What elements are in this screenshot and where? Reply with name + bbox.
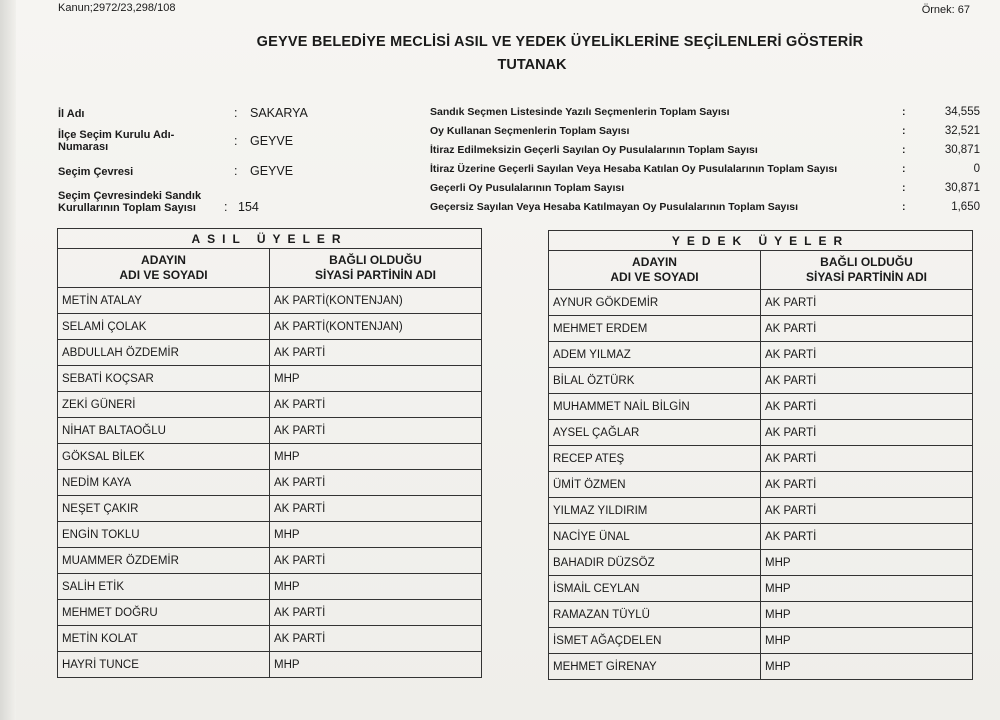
header-line: SİYASİ PARTİNİN ADI — [806, 270, 927, 284]
table-row — [58, 496, 482, 522]
table-row — [549, 394, 973, 420]
candidate-name: NEŞET ÇAKIR — [58, 496, 270, 522]
candidate-name: SALİH ETİK — [58, 574, 270, 600]
party-name: AK PARTİ — [761, 368, 973, 394]
district-colon: : — [234, 134, 238, 148]
table-row — [58, 522, 482, 548]
stat-colon: : — [902, 163, 906, 175]
candidate-name-header — [58, 249, 270, 288]
province-label: İl Adı — [58, 108, 85, 120]
candidate-name: SELAMİ ÇOLAK — [58, 314, 270, 340]
header-line: ADI VE SOYADI — [610, 270, 699, 284]
party-name: AK PARTİ — [270, 600, 482, 626]
candidate-name: YILMAZ YILDIRIM — [549, 498, 761, 524]
party-name: AK PARTİ — [761, 498, 973, 524]
stat-row — [430, 106, 980, 124]
ballot-box-colon: : — [224, 200, 228, 214]
table-row — [58, 548, 482, 574]
stat-row — [430, 125, 980, 143]
vote-statistics — [430, 104, 980, 216]
party-name: AK PARTİ — [270, 548, 482, 574]
table-row — [549, 602, 973, 628]
ballot-box-value: 154 — [238, 200, 259, 214]
table-row — [58, 574, 482, 600]
party-name: AK PARTİ — [761, 394, 973, 420]
candidate-name: RAMAZAN TÜYLÜ — [549, 602, 761, 628]
header-line: ADI VE SOYADI — [119, 268, 208, 282]
party-name: MHP — [270, 444, 482, 470]
primary-members-table — [57, 228, 482, 678]
header-line: ADAYIN — [141, 253, 186, 267]
stat-value: 0 — [973, 163, 980, 175]
stat-row — [430, 182, 980, 200]
table-row — [549, 368, 973, 394]
document-title: GEYVE BELEDİYE MECLİSİ ASIL VE YEDEK ÜYELİKLERİNE SEÇİLENLERİ GÖSTERİR — [256, 34, 864, 50]
party-name: AK PARTİ(KONTENJAN) — [270, 288, 482, 314]
party-name: AK PARTİ — [270, 626, 482, 652]
party-name: MHP — [761, 602, 973, 628]
candidate-name: AYSEL ÇAĞLAR — [549, 420, 761, 446]
table-row — [549, 420, 973, 446]
stat-colon: : — [902, 182, 906, 194]
form-number: Örnek: 67 — [921, 4, 970, 16]
table-row — [549, 550, 973, 576]
candidate-name: MEHMET DOĞRU — [58, 600, 270, 626]
election-info — [58, 104, 358, 216]
stat-colon: : — [902, 106, 906, 118]
candidate-name-header — [549, 251, 761, 290]
party-name: MHP — [761, 550, 973, 576]
stat-label: Oy Kullanan Seçmenlerin Toplam Sayısı — [430, 125, 630, 137]
party-name: MHP — [270, 522, 482, 548]
substitute-members-table — [548, 230, 973, 680]
candidate-name: RECEP ATEŞ — [549, 446, 761, 472]
stat-value: 30,871 — [944, 182, 980, 194]
primary-members-body — [58, 288, 482, 678]
candidate-name: MEHMET ERDEM — [549, 316, 761, 342]
candidate-name: BAHADIR DÜZSÖZ — [549, 550, 761, 576]
party-name: AK PARTİ(KONTENJAN) — [270, 314, 482, 340]
table-row — [58, 288, 482, 314]
party-name: AK PARTİ — [761, 524, 973, 550]
header-line: ADAYIN — [632, 255, 677, 269]
candidate-name: BİLAL ÖZTÜRK — [549, 368, 761, 394]
table-row — [58, 392, 482, 418]
stat-value: 32,521 — [944, 125, 980, 137]
stat-colon: : — [902, 144, 906, 156]
candidate-name: NEDİM KAYA — [58, 470, 270, 496]
stat-label: Geçerli Oy Pusulalarının Toplam Sayısı — [430, 182, 625, 194]
party-name-header — [270, 249, 482, 288]
table-row — [549, 524, 973, 550]
stat-value: 34,555 — [944, 106, 980, 118]
candidate-name: MEHMET GİRENAY — [549, 654, 761, 680]
candidate-name: METİN KOLAT — [58, 626, 270, 652]
party-name: MHP — [761, 654, 973, 680]
province-colon: : — [234, 106, 238, 120]
party-name: MHP — [761, 576, 973, 602]
party-name: AK PARTİ — [270, 340, 482, 366]
table-row — [549, 576, 973, 602]
header-line: BAĞLI OLDUĞU — [820, 255, 913, 269]
candidate-name: ABDULLAH ÖZDEMİR — [58, 340, 270, 366]
stat-label: İtiraz Edilmeksizin Geçerli Sayılan Oy Pusulalarının Toplam Sayısı — [430, 144, 758, 156]
constituency-colon: : — [234, 164, 238, 178]
table-row — [549, 316, 973, 342]
candidate-name: ÜMİT ÖZMEN — [549, 472, 761, 498]
party-name: AK PARTİ — [761, 472, 973, 498]
law-reference: Kanun;2972/23,298/108 — [58, 2, 176, 14]
candidate-name: MUHAMMET NAİL BİLGİN — [549, 394, 761, 420]
candidate-name: SEBATİ KOÇSAR — [58, 366, 270, 392]
stat-row — [430, 201, 980, 219]
party-name: MHP — [270, 652, 482, 678]
candidate-name: ENGİN TOKLU — [58, 522, 270, 548]
party-name: AK PARTİ — [761, 290, 973, 316]
district-label-1: İlçe Seçim Kurulu Adı- — [58, 129, 175, 141]
party-name: AK PARTİ — [761, 420, 973, 446]
stat-value: 1,650 — [951, 201, 980, 213]
party-name: AK PARTİ — [270, 470, 482, 496]
party-name: AK PARTİ — [761, 446, 973, 472]
party-name: MHP — [270, 366, 482, 392]
stat-colon: : — [902, 125, 906, 137]
table-row — [549, 446, 973, 472]
candidate-name: ADEM YILMAZ — [549, 342, 761, 368]
candidate-name: ZEKİ GÜNERİ — [58, 392, 270, 418]
stat-row — [430, 163, 980, 181]
page-edge — [0, 0, 16, 720]
candidate-name: NİHAT BALTAOĞLU — [58, 418, 270, 444]
table-row — [549, 654, 973, 680]
table-row — [58, 600, 482, 626]
candidate-name: MUAMMER ÖZDEMİR — [58, 548, 270, 574]
province-value: SAKARYA — [250, 106, 308, 120]
table-row — [549, 342, 973, 368]
table-row — [549, 628, 973, 654]
stat-label: Geçersiz Sayılan Veya Hesaba Katılmayan Oy Pusulalarının Toplam Sayısı — [430, 201, 799, 213]
candidate-name: GÖKSAL BİLEK — [58, 444, 270, 470]
candidate-name: İSMET AĞAÇDELEN — [549, 628, 761, 654]
header-line: BAĞLI OLDUĞU — [329, 253, 422, 267]
table-row — [58, 340, 482, 366]
table-row — [58, 366, 482, 392]
table-row — [58, 314, 482, 340]
table-row — [549, 472, 973, 498]
document-subtitle: TUTANAK — [497, 57, 567, 73]
stat-row — [430, 144, 980, 162]
table-row — [58, 470, 482, 496]
table-row — [58, 652, 482, 678]
candidate-name: METİN ATALAY — [58, 288, 270, 314]
primary-members-title: ASIL ÜYELER — [58, 229, 482, 249]
district-value: GEYVE — [250, 134, 294, 148]
party-name: AK PARTİ — [270, 418, 482, 444]
header-line: SİYASİ PARTİNİN ADI — [315, 268, 436, 282]
candidate-name: HAYRİ TUNCE — [58, 652, 270, 678]
table-row — [549, 498, 973, 524]
party-name: AK PARTİ — [270, 496, 482, 522]
substitute-members-title: YEDEK ÜYELER — [549, 231, 973, 251]
party-name: MHP — [270, 574, 482, 600]
ballot-box-label-1: Seçim Çevresindeki Sandık — [58, 190, 202, 202]
stat-label: Sandık Seçmen Listesinde Yazılı Seçmenlerin Toplam Sayısı — [430, 106, 730, 118]
constituency-value: GEYVE — [250, 164, 294, 178]
ballot-box-label-2: Kurullarının Toplam Sayısı — [58, 202, 196, 214]
party-name: AK PARTİ — [761, 342, 973, 368]
candidate-name: AYNUR GÖKDEMİR — [549, 290, 761, 316]
candidate-name: NACİYE ÜNAL — [549, 524, 761, 550]
party-name: AK PARTİ — [761, 316, 973, 342]
party-name-header — [761, 251, 973, 290]
table-row — [58, 626, 482, 652]
stat-colon: : — [902, 201, 906, 213]
table-row — [549, 290, 973, 316]
table-row — [58, 444, 482, 470]
substitute-members-body — [549, 290, 973, 680]
candidate-name: İSMAİL CEYLAN — [549, 576, 761, 602]
district-label-2: Numarası — [58, 141, 109, 153]
party-name: MHP — [761, 628, 973, 654]
stat-value: 30,871 — [944, 144, 980, 156]
party-name: AK PARTİ — [270, 392, 482, 418]
stat-label: İtiraz Üzerine Geçerli Sayılan Veya Hesaba Katılan Oy Pusulalarının Toplam Sayısı — [430, 163, 838, 175]
constituency-label: Seçim Çevresi — [58, 166, 134, 178]
table-row — [58, 418, 482, 444]
